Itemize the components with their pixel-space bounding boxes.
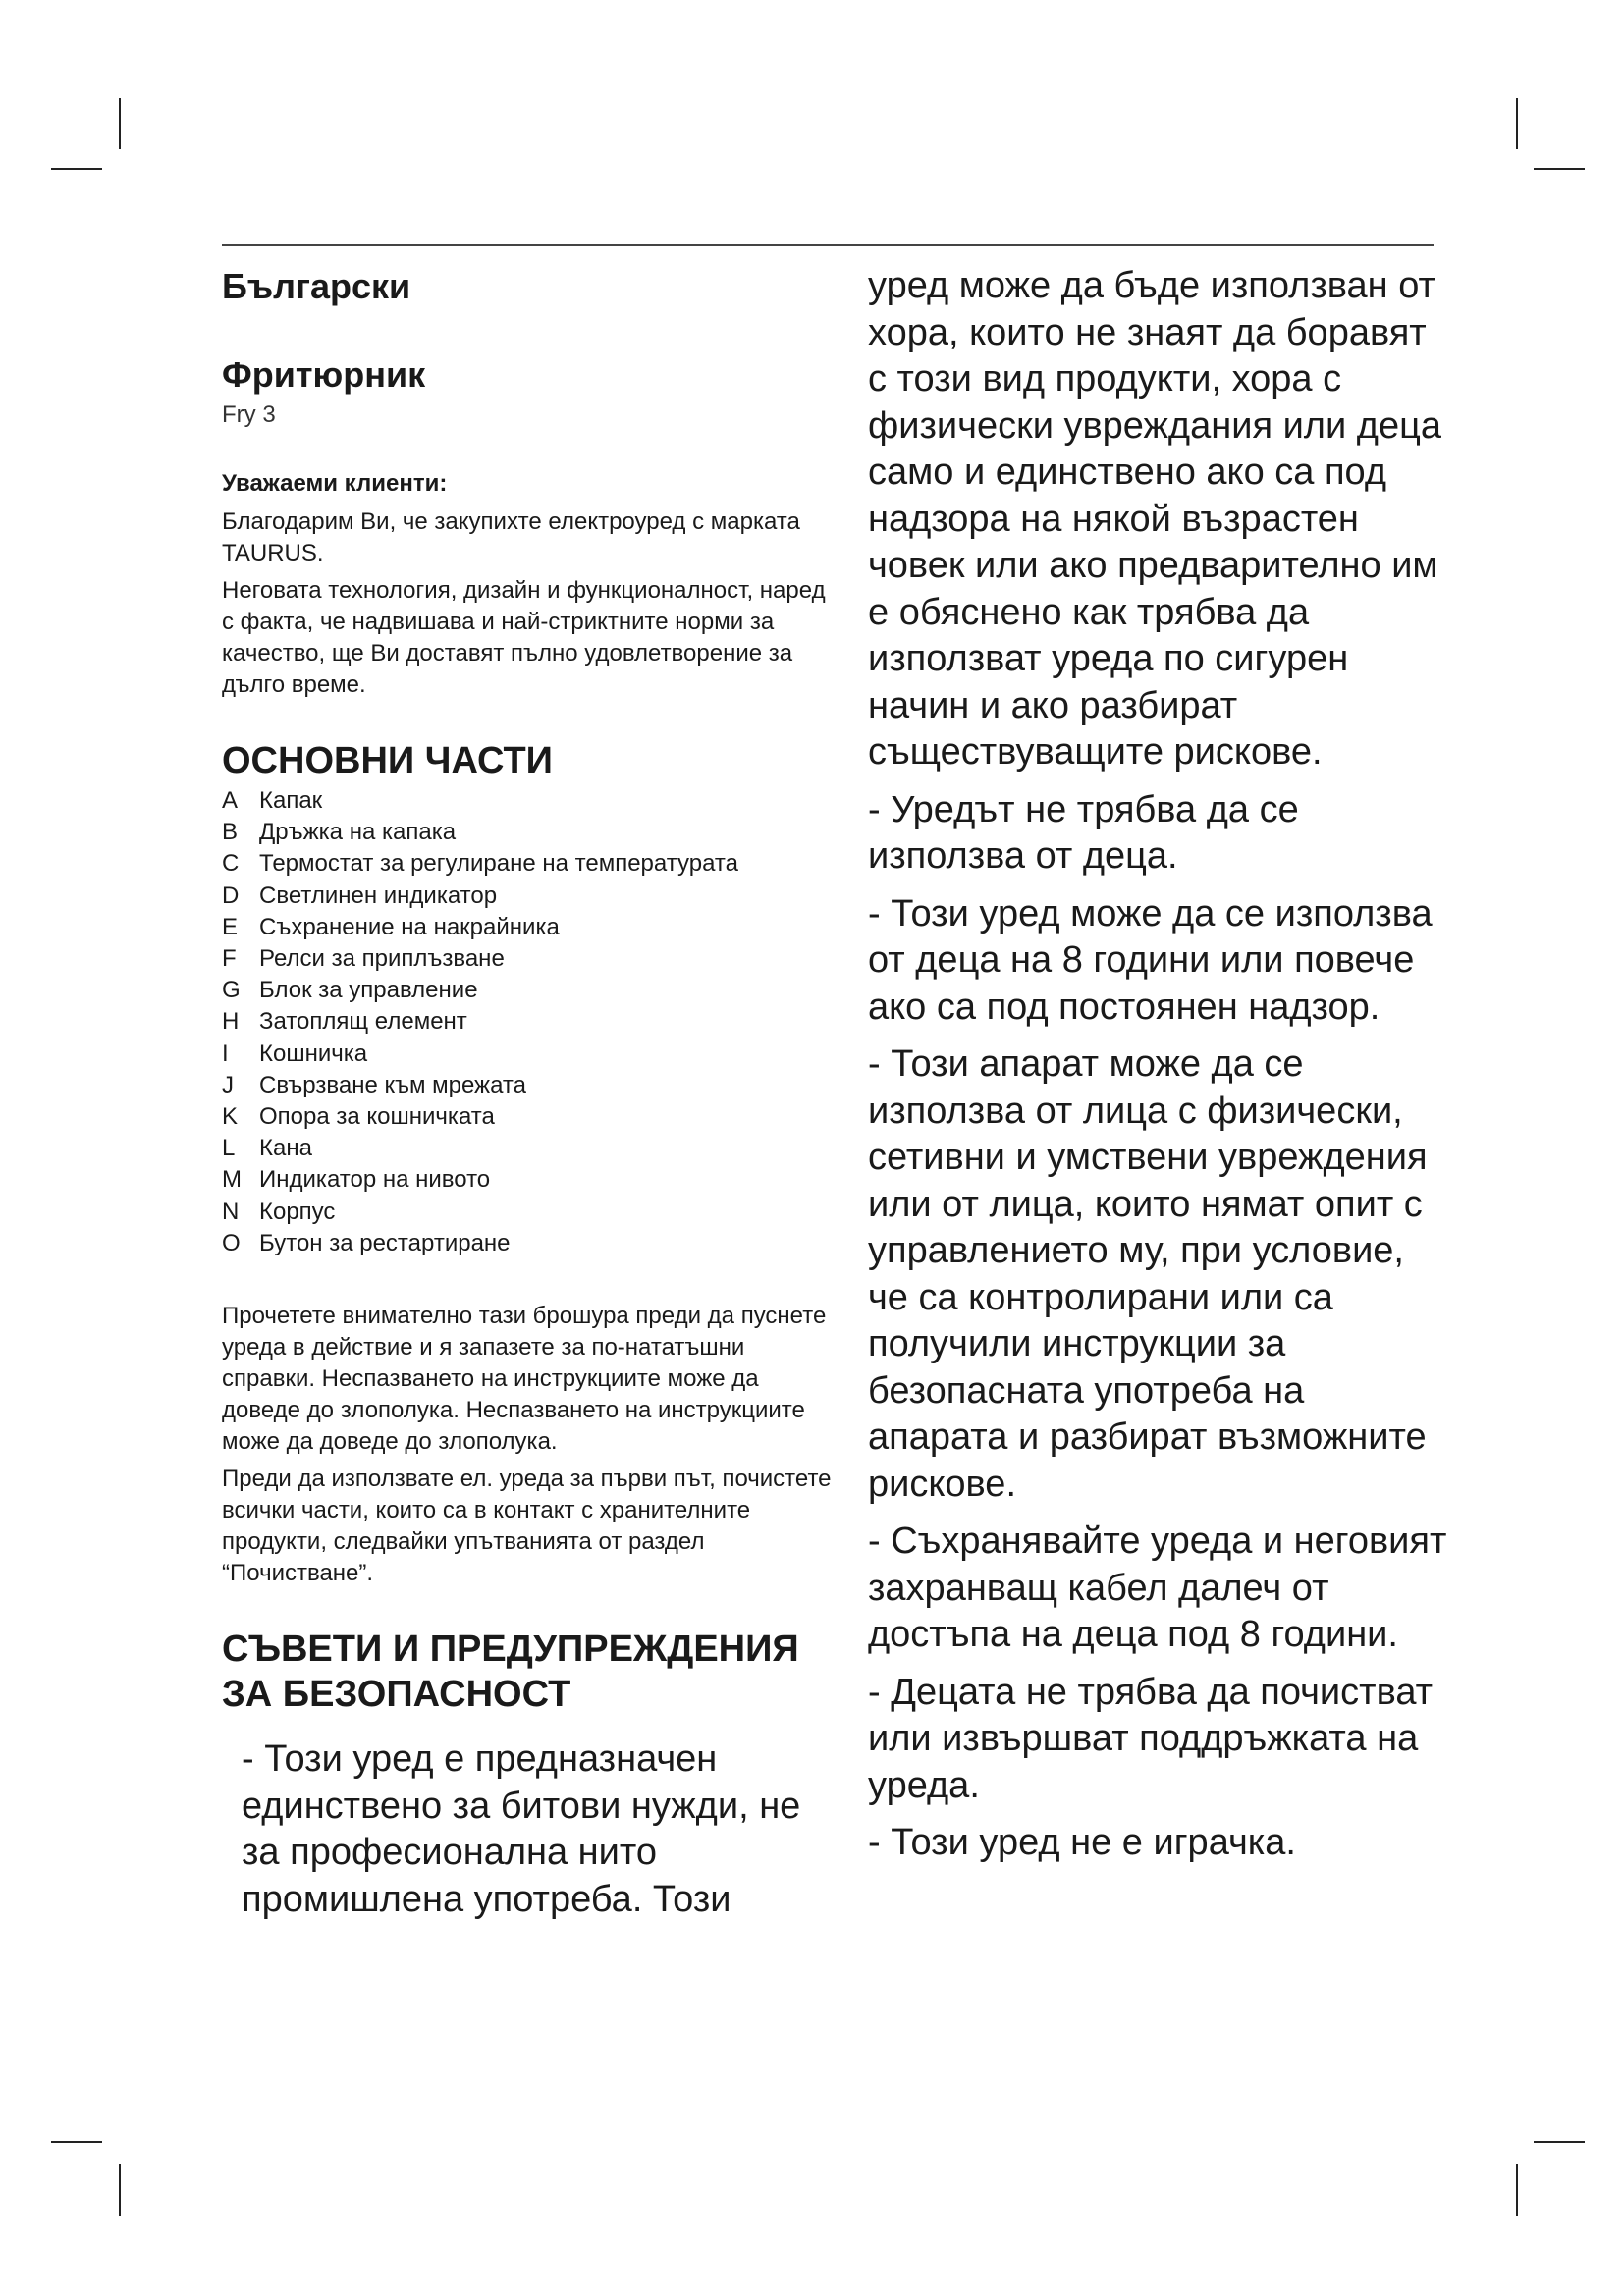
left-column: [222, 263, 840, 1934]
safety-paragraph: - Този апарат може да се използва от лица с физически, сетивни и умствени увреждения или от лица, които нямат опит с управлението му, при условие, че са контролирани или са получили инструкции за безопасната употреба на апарата и разбират възможните рискове.: [868, 1043, 1428, 1505]
product-title: Фритюрник: [222, 354, 426, 395]
part-item: H Затоплящ елемент: [222, 1008, 467, 1036]
crop-mark: [51, 168, 102, 170]
crop-mark: [51, 2141, 102, 2143]
parts-heading: ОСНОВНИ ЧАСТИ: [222, 740, 553, 781]
part-item: N Корпус: [222, 1198, 336, 1225]
read-paragraph: Преди да използвате ел. уреда за първи път, почистете всички части, които са в контакт с хранителните продукти, следвайки упътванията от раздел “Почистване”.: [222, 1466, 832, 1587]
safety-heading: СЪВЕТИ И ПРЕДУПРЕЖДЕНИЯ ЗА БЕЗОПАСНОСТ: [222, 1629, 799, 1716]
safety-paragraph: уред може да бъде използван от хора, които не знаят да боравят с този вид продукти, хора с физически увреждания или деца само и единствено ако са под надзора на някой възрастен човек или ако предварително им е обяснено как трябва да използват уреда по сигурен начин и ако разбират съществуващите рискове.: [868, 265, 1441, 773]
part-item: E Съхранение на накрайника: [222, 913, 560, 940]
crop-mark: [1534, 2141, 1585, 2143]
model-name: Fry 3: [222, 401, 276, 428]
part-item: O Бутон за рестартиране: [222, 1229, 511, 1256]
part-item: D Светлинен индикатор: [222, 881, 498, 909]
read-notes: [222, 1301, 840, 1589]
part-item: B Дръжка на капака: [222, 819, 457, 846]
safety-paragraph: - Този уред е предназначен единствено за битови нужди, не за професионална нито промишлена употреба. Този: [242, 1738, 801, 1920]
part-item: J Свързване към мрежата: [222, 1071, 527, 1098]
parts-list: [222, 785, 840, 1259]
crop-mark: [1516, 2164, 1518, 2216]
crop-mark: [119, 2164, 121, 2216]
language-heading: Български: [222, 266, 411, 306]
intro-paragraph: Неговата технология, дизайн и функционалност, наред с факта, че надвишава и най-стриктните норми за качество, ще Ви доставят пълно удовлетворение за дълго време.: [222, 577, 826, 698]
safety-paragraph: - Уредът не трябва да се използва от деца.: [868, 788, 1299, 877]
part-item: C Термостат за регулиране на температурата: [222, 850, 738, 878]
part-item: G Блок за управление: [222, 977, 478, 1004]
crop-mark: [1516, 98, 1518, 149]
safety-paragraph: - Този уред не е играчка.: [868, 1822, 1296, 1863]
part-item: M Индикатор на нивото: [222, 1166, 491, 1194]
safety-paragraph: - Този уред може да се използва от деца на 8 години или повече ако са под постоянен надзор.: [868, 892, 1433, 1028]
crop-mark: [119, 98, 121, 149]
intro-paragraph: Благодарим Ви, че закупихте електроуред с марката TAURUS.: [222, 508, 800, 566]
part-item: A Капак: [222, 787, 323, 814]
safety-paragraph: - Децата не трябва да почистват или извършват поддръжката на уреда.: [868, 1671, 1434, 1806]
crop-mark: [1534, 168, 1585, 170]
right-column: [868, 263, 1447, 1878]
greeting: Уважаеми клиенти:: [222, 470, 448, 497]
header-rule: [222, 244, 1434, 246]
part-item: I Кошничка: [222, 1040, 368, 1067]
safety-paragraph: - Съхранявайте уреда и неговият захранващ кабел далеч от достъпа на деца под 8 години.: [868, 1521, 1447, 1655]
read-paragraph: Прочетете внимателно тази брошура преди да пуснете уреда в действие и я запазете за по-нататъшни справки. Неспазването на инструкциите може да доведе до злополука. Неспазването на инструкциите може да доведе до злополука.: [222, 1303, 827, 1456]
part-item: L Кана: [222, 1135, 312, 1162]
part-item: K Опора за кошничката: [222, 1103, 495, 1131]
part-item: F Релси за приплъзване: [222, 945, 505, 973]
